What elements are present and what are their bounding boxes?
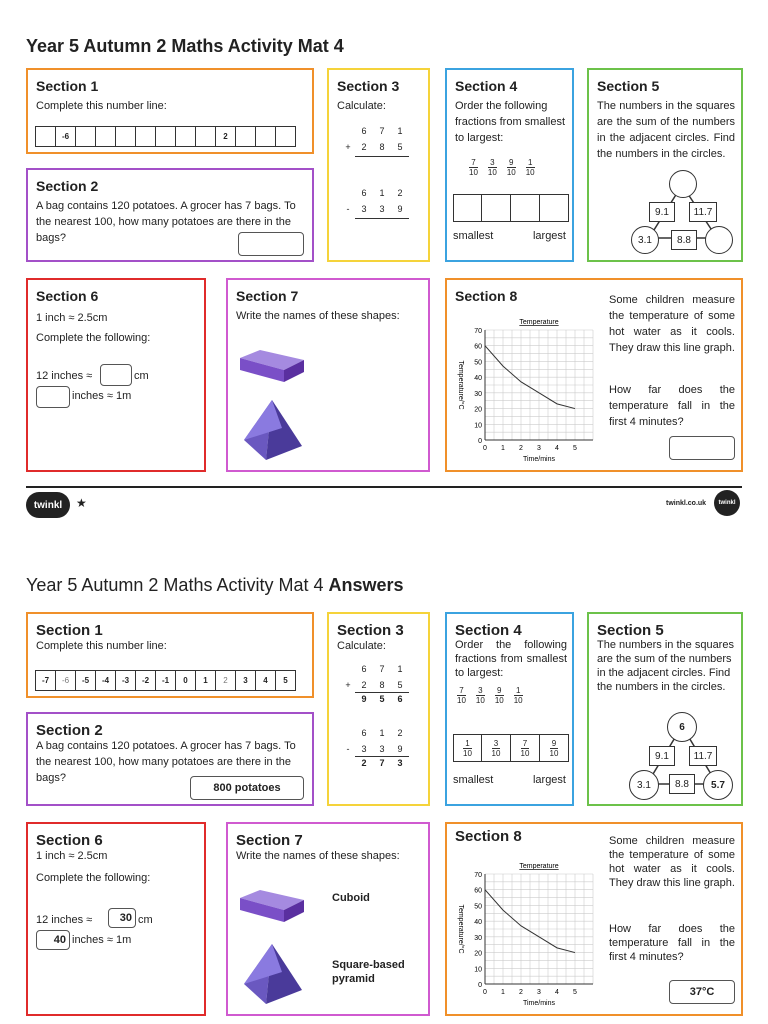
- section-heading: Section 3: [337, 78, 400, 94]
- answer-box: $\frac{3}{10}$: [482, 734, 511, 762]
- number-line-cell: -5: [75, 670, 96, 691]
- answer-box[interactable]: [238, 232, 304, 256]
- answer-box[interactable]: [540, 194, 569, 222]
- chart-title: Temperature: [519, 863, 559, 870]
- addition-answer: 9 5 6: [361, 694, 403, 704]
- instruction: Order the following fractions from smallest to largest:: [455, 639, 567, 679]
- instruction: Complete this number line:: [36, 100, 167, 112]
- answer-box[interactable]: [453, 194, 482, 222]
- section-2-answers: [26, 712, 314, 806]
- y-tick-label: 30: [474, 934, 482, 942]
- cm-answer-box: 30: [108, 908, 136, 928]
- instruction: Complete the following:: [36, 332, 151, 344]
- temperature-chart: [451, 302, 601, 470]
- section-7: [226, 278, 430, 472]
- section-heading: Section 8: [455, 828, 522, 845]
- number-line-cell[interactable]: [35, 126, 56, 147]
- x-tick-label: 4: [555, 445, 559, 452]
- shape-1-answer: Cuboid: [332, 892, 370, 904]
- number-line-cell[interactable]: [255, 126, 276, 147]
- number-line-cell[interactable]: [75, 126, 96, 147]
- y-tick-label: 10: [474, 966, 482, 974]
- y-tick-label: 0: [478, 982, 482, 989]
- square-right: 11.7: [689, 746, 717, 766]
- answers-title: Year 5 Autumn 2 Maths Activity Mat 4 Answers: [26, 575, 404, 595]
- fractions: [457, 686, 533, 708]
- number-line-cell: -1: [155, 670, 176, 691]
- fractions: [469, 158, 545, 180]
- number-line-cell[interactable]: [115, 126, 136, 147]
- circle-right[interactable]: [705, 226, 733, 254]
- number-line-cell[interactable]: [175, 126, 196, 147]
- answer-box[interactable]: [482, 194, 511, 222]
- answer-box: 37°C: [669, 980, 735, 1004]
- page-title: Year 5 Autumn 2 Maths Activity Mat 4: [26, 36, 344, 56]
- answer-boxes: [453, 734, 569, 762]
- section-7-answers: [226, 822, 430, 1016]
- section-5: [587, 68, 743, 262]
- section-3-answers: [327, 612, 430, 806]
- instruction: Calculate:: [337, 640, 386, 652]
- y-tick-label: 40: [474, 375, 482, 383]
- conversion-fact: 1 inch ≈ 2.5cm: [36, 850, 108, 862]
- smallest-label: smallest: [453, 230, 494, 242]
- y-tick-label: 60: [474, 887, 482, 895]
- fraction: $\frac{7}{10}$: [457, 686, 466, 705]
- square-left: 9.1: [649, 746, 675, 766]
- number-line-cell[interactable]: 2: [215, 126, 236, 147]
- circle-right: 5.7: [703, 770, 733, 800]
- section-4: [445, 68, 574, 262]
- row1-label: 12 inches ≈: [36, 370, 93, 382]
- number-line-cell: -6: [55, 670, 76, 691]
- section-2: [26, 168, 314, 262]
- addition-top: 6 7 1: [361, 126, 403, 136]
- x-axis-label: Time/mins: [522, 456, 556, 463]
- question: How far does the temperature fall in the first 4 minutes?: [609, 384, 735, 428]
- section-heading: Section 5: [597, 622, 664, 639]
- number-line-cell: -2: [135, 670, 156, 691]
- number-line-cell[interactable]: -6: [55, 126, 76, 147]
- section-heading: Section 1: [36, 78, 99, 94]
- y-tick-label: 70: [474, 328, 482, 335]
- number-line-cell: -7: [35, 670, 56, 691]
- x-tick-label: 1: [501, 989, 505, 996]
- y-tick-label: 70: [474, 872, 482, 879]
- sum-line: [355, 156, 409, 157]
- number-line-cell: 3: [235, 670, 256, 691]
- x-tick-label: 2: [519, 445, 523, 452]
- y-tick-label: 20: [474, 950, 482, 958]
- x-tick-label: 4: [555, 989, 559, 996]
- section-6-answers: [26, 822, 206, 1016]
- cuboid-shape: [238, 886, 308, 926]
- section-5-answers: [587, 612, 743, 806]
- cm-answer-box[interactable]: [100, 364, 132, 386]
- section-8-answers: [445, 822, 743, 1016]
- fraction: $\frac{9}{10}$: [494, 686, 504, 705]
- section-heading: Section 2: [36, 178, 99, 194]
- number-line-cell[interactable]: [135, 126, 156, 147]
- answer-box[interactable]: [511, 194, 540, 222]
- subtraction-bottom: - 3 3 9: [346, 744, 403, 754]
- instruction: Complete this number line:: [36, 640, 167, 652]
- section-1-answers: [26, 612, 314, 698]
- quality-badge: twinkl: [714, 490, 740, 516]
- subtraction-top: 6 1 2: [361, 728, 403, 738]
- fraction: $\frac{3}{10}$: [487, 158, 497, 177]
- section-8: [445, 278, 743, 472]
- y-tick-label: 20: [474, 406, 482, 414]
- number-line-cell[interactable]: [275, 126, 296, 147]
- section-6: [26, 278, 206, 472]
- square-bottom: 8.8: [669, 774, 695, 794]
- number-line: [36, 126, 296, 147]
- footer-url: twinkl.co.uk: [666, 500, 707, 507]
- subtraction-bottom: - 3 3 9: [346, 204, 403, 214]
- x-axis-label: Time/mins: [522, 1000, 556, 1007]
- number-line-cell: -3: [115, 670, 136, 691]
- answer-box: $\frac{1}{10}$: [453, 734, 482, 762]
- fraction: $\frac{7}{10}$: [469, 158, 478, 177]
- x-tick-label: 5: [573, 445, 577, 452]
- pyramid-shape: [242, 942, 304, 1008]
- question: How far does the temperature fall in the first 4 minutes?: [609, 923, 735, 963]
- subtraction-answer: 2 7 3: [361, 758, 403, 768]
- y-tick-label: 40: [474, 919, 482, 927]
- x-tick-label: 1: [501, 445, 505, 452]
- circle-left: 3.1: [631, 226, 659, 254]
- number-line-cell[interactable]: [235, 126, 256, 147]
- y-tick-label: 50: [474, 359, 482, 367]
- number-line-cell[interactable]: [195, 126, 216, 147]
- shape-2-answer: Square-based pyramid: [332, 959, 405, 985]
- x-tick-label: 3: [537, 989, 541, 996]
- largest-label: largest: [532, 230, 566, 242]
- fraction: $\frac{3}{10}$: [475, 686, 485, 705]
- number-line-cell: -4: [95, 670, 116, 691]
- answer-box: $\frac{9}{10}$: [540, 734, 569, 762]
- number-line-cell[interactable]: [155, 126, 176, 147]
- answer-box[interactable]: [669, 436, 735, 460]
- section-heading: Section 6: [36, 832, 103, 849]
- y-axis-label: Temperature/°C: [457, 360, 464, 410]
- question-text: Some children measure the temperature of some hot water as it cools. They draw this line graph.: [609, 294, 735, 354]
- y-axis-label: Temperature/°C: [457, 904, 464, 954]
- circle-left: 3.1: [629, 770, 659, 800]
- addition-bottom: + 2 8 5: [345, 680, 403, 690]
- y-tick-label: 30: [474, 390, 482, 398]
- answer-boxes: [453, 194, 569, 222]
- instruction: Write the names of these shapes:: [236, 310, 400, 322]
- sum-line: [355, 692, 409, 693]
- pyramid-shape: [242, 398, 304, 464]
- cuboid-shape: [238, 346, 308, 386]
- chart-title: Temperature: [519, 319, 559, 326]
- circle-top: 6: [667, 712, 697, 742]
- instruction: The numbers in the squares are the sum of the numbers in the adjacent circles. Find the numbers in the circles.: [597, 639, 734, 693]
- answer-box: 800 potatoes: [190, 776, 304, 800]
- section-3: [327, 68, 430, 262]
- largest-label: largest: [532, 774, 566, 786]
- instruction: The numbers in the squares are the sum of the numbers in the adjacent circles. Find the numbers in the circles.: [597, 100, 735, 160]
- fraction: $\frac{1}{10}$: [513, 686, 523, 705]
- section-heading: Section 4: [455, 622, 522, 639]
- x-tick-label: 5: [573, 989, 577, 996]
- section-heading: Section 2: [36, 722, 103, 739]
- section-heading: Section 8: [455, 288, 518, 304]
- fraction: $\frac{9}{10}$: [506, 158, 516, 177]
- question: A bag contains 120 potatoes. A grocer has 7 bags. To the nearest 100, how many potatoes are there in the bags?: [36, 740, 296, 784]
- addition-top: 6 7 1: [361, 664, 403, 674]
- row1-unit: cm: [134, 370, 149, 382]
- square-left: 9.1: [649, 202, 675, 222]
- number-line-cell: 4: [255, 670, 276, 691]
- section-heading: Section 7: [236, 832, 303, 849]
- section-heading: Section 7: [236, 288, 299, 304]
- number-line-cell: 5: [275, 670, 296, 691]
- section-heading: Section 4: [455, 78, 518, 94]
- instruction: Calculate:: [337, 100, 386, 112]
- section-heading: Section 6: [36, 288, 99, 304]
- answer-box: $\frac{7}{10}$: [511, 734, 540, 762]
- conversion-fact: 1 inch ≈ 2.5cm: [36, 312, 108, 324]
- footer-divider: [26, 486, 742, 488]
- y-tick-label: 0: [478, 438, 482, 445]
- section-heading: Section 5: [597, 78, 660, 94]
- inches-answer-box[interactable]: [36, 386, 70, 408]
- square-bottom: 8.8: [671, 230, 697, 250]
- square-right: 11.7: [689, 202, 717, 222]
- y-tick-label: 60: [474, 343, 482, 351]
- difference-line: [355, 756, 409, 757]
- question: A bag contains 120 potatoes. A grocer has 7 bags. To the nearest 100, how many potatoes are there in the bags?: [36, 200, 296, 244]
- x-tick-label: 3: [537, 445, 541, 452]
- inches-answer-box: 40: [36, 930, 70, 950]
- number-line-cell[interactable]: [95, 126, 116, 147]
- smallest-label: smallest: [453, 774, 494, 786]
- section-heading: Section 1: [36, 622, 103, 639]
- number-line: [36, 670, 296, 691]
- row2-label: inches ≈ 1m: [72, 390, 132, 402]
- instruction: Write the names of these shapes:: [236, 850, 400, 862]
- circle-top[interactable]: [669, 170, 697, 198]
- row1-label: 12 inches ≈: [36, 914, 93, 926]
- section-4-answers: [445, 612, 574, 806]
- section-heading: Section 3: [337, 622, 404, 639]
- temperature-chart: [451, 846, 601, 1014]
- instruction: Order the following fractions from smallest to largest:: [455, 100, 566, 144]
- instruction: Complete the following:: [36, 872, 151, 884]
- section-1: [26, 68, 314, 154]
- addition-bottom: + 2 8 5: [345, 142, 403, 152]
- subtraction-top: 6 1 2: [361, 188, 403, 198]
- x-tick-label: 0: [483, 989, 487, 996]
- fraction: $\frac{1}{10}$: [525, 158, 535, 177]
- twinkl-logo: twinkl: [26, 492, 70, 518]
- question-text: Some children measure the temperature of some hot water as it cools. They draw this line graph.: [609, 835, 735, 889]
- difference-line: [355, 218, 409, 219]
- number-line-cell: 1: [195, 670, 216, 691]
- number-line-cell: 2: [215, 670, 236, 691]
- y-tick-label: 10: [474, 422, 482, 430]
- row1-unit: cm: [138, 914, 153, 926]
- number-line-cell: 0: [175, 670, 196, 691]
- y-tick-label: 50: [474, 903, 482, 911]
- x-tick-label: 2: [519, 989, 523, 996]
- x-tick-label: 0: [483, 445, 487, 452]
- star-icon: ★: [76, 496, 87, 510]
- row2-label: inches ≈ 1m: [72, 934, 132, 946]
